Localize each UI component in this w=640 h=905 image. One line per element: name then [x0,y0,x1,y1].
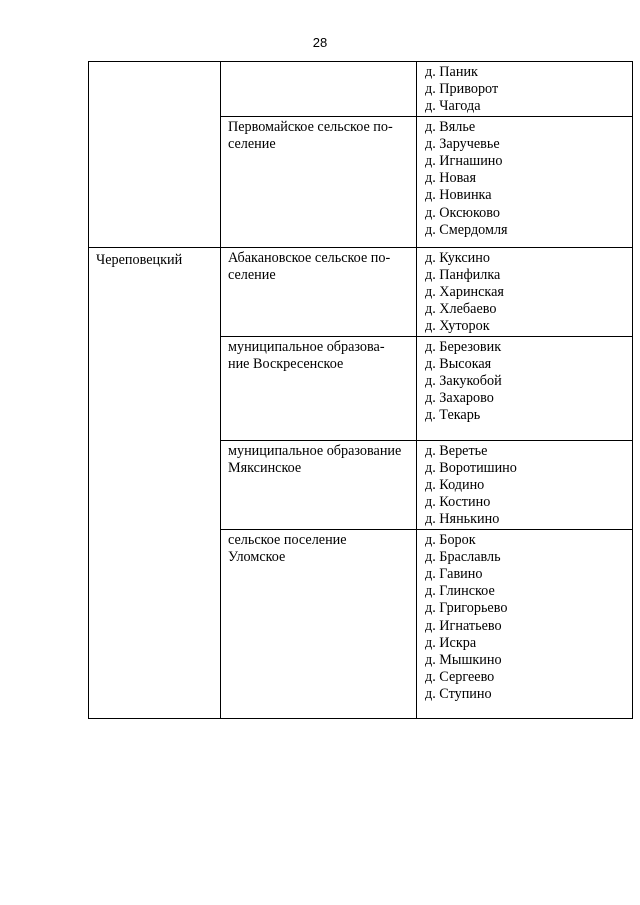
village-item: д. Харинская [425,284,504,301]
village-item: д. Паник [425,64,478,80]
village-item: д. Смердомля [425,221,508,238]
municipality-name-line: муниципальное образова- [228,338,385,355]
village-item: д. Игнашино [425,153,503,170]
village-item: д. Приворот [425,81,499,98]
villages-cell [417,529,633,718]
village-item: д. Текарь [425,407,481,424]
village-item: д. Гавино [425,566,483,583]
settlements-table [88,61,633,719]
municipality-cell [221,62,417,117]
municipality-name [221,530,416,566]
village-item: д. Высокая [425,355,492,372]
village-item: д. Новинка [425,187,492,204]
village-item: д. Хлебаево [425,301,497,318]
municipality-name-line: селение [228,266,276,283]
village-item: д. Захарово [425,390,494,407]
village-item: д. Вялье [425,118,476,135]
village-item: д. Хуторок [425,318,490,335]
municipality-name-line: Первомайское сельское по- [228,118,393,135]
municipality-cell [221,440,417,529]
municipality-name [221,441,416,477]
village-item: д. Веретье [425,442,488,459]
municipality-cell [221,336,417,440]
village-item: д. Мышкино [425,652,502,669]
municipality-cell [221,116,417,247]
village-item: д. Ступино [425,686,492,703]
village-list [417,248,632,336]
village-item: д. Костино [425,494,491,511]
villages-cell [417,62,633,117]
village-item: д. Воротишино [425,459,517,476]
village-list [417,117,632,239]
village-item: д. Борок [425,531,476,548]
village-item: д. Чагода [425,98,481,115]
village-item: д. Глинское [425,583,495,600]
village-item: д. Игнатьево [425,617,502,634]
villages-cell [417,336,633,440]
municipality-name-line: ние Воскресенское [228,355,344,372]
village-list [417,62,632,116]
municipality-name-line: селение [228,135,276,152]
municipality-name-line: Мяксинское [228,459,302,476]
municipality-cell [221,529,417,718]
village-item: д. Заручевье [425,135,500,152]
page-number: 28 [312,35,328,50]
village-item: д. Григорьево [425,600,508,617]
table-row [89,62,633,117]
municipality-cell [221,247,417,336]
villages-cell [417,247,633,336]
municipality-name-line: муниципальное образование [228,442,402,459]
village-list [417,441,632,529]
district-cell [89,247,221,718]
village-item: д. Новая [425,170,476,187]
villages-cell [417,116,633,247]
village-list [417,337,632,425]
municipality-name [221,117,416,153]
villages-cell [417,440,633,529]
village-item: д. Браславль [425,548,501,565]
village-item: д. Закукобой [425,373,502,390]
table-row [89,247,633,336]
municipality-name [221,337,416,373]
village-item: д. Искра [425,634,477,651]
district-name: Череповецкий [96,251,183,268]
village-list [417,530,632,704]
village-item: д. Сергеево [425,669,495,686]
municipality-name-line: Абакановское сельское по- [228,249,391,266]
village-item: д. Кодино [425,477,485,494]
village-item: д. Оксюково [425,204,500,221]
village-item: д. Березовик [425,338,502,355]
municipality-name-line: Уломское [228,548,286,565]
village-item: д. Нянькино [425,511,500,528]
village-item: д. Панфилка [425,266,501,283]
municipality-name [221,248,416,284]
district-cell [89,62,221,248]
village-item: д. Куксино [425,249,490,266]
municipality-name-line: сельское поселение [228,531,347,548]
